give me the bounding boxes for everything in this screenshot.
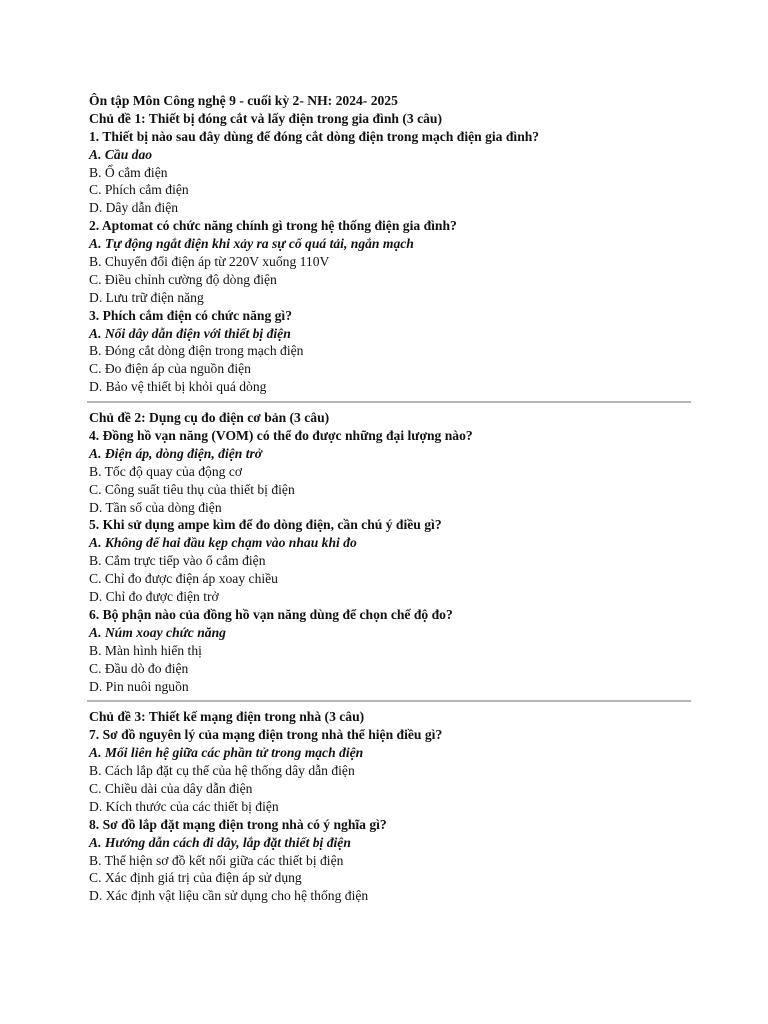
document-page xyxy=(89,92,689,905)
option-a-correct: A. Hướng dẫn cách đi dây, lắp đặt thiết bị điện xyxy=(89,834,351,850)
option-c: C. Đo điện áp của nguồn điện xyxy=(89,361,251,377)
option-a-correct: A. Nối dây dẫn điện với thiết bị điện xyxy=(89,325,291,341)
option-c: C. Xác định giá trị của điện áp sử dụng xyxy=(89,870,302,886)
question-text: 1. Thiết bị nào sau đây dùng để đóng cắt dòng điện trong mạch điện gia đình? xyxy=(89,128,540,144)
option-a-correct: A. Núm xoay chức năng xyxy=(89,624,226,640)
section-topic-1 xyxy=(89,110,689,396)
option-d: D. Bảo vệ thiết bị khỏi quá dòng xyxy=(89,379,267,395)
section-divider xyxy=(87,401,691,403)
option-a-correct: A. Tự động ngắt điện khi xảy ra sự cố quá tải, ngắn mạch xyxy=(89,236,414,252)
section-topic-3 xyxy=(89,708,689,905)
option-a-correct: A. Cầu dao xyxy=(89,146,153,162)
question-1 xyxy=(89,128,689,217)
option-a-correct: A. Không để hai đầu kẹp chạm vào nhau khi đo xyxy=(89,535,357,551)
section-heading: Chủ đề 2: Dụng cụ đo điện cơ bản (3 câu) xyxy=(89,410,330,426)
option-d: D. Dây dẫn điện xyxy=(89,200,179,216)
option-c: C. Đầu dò đo điện xyxy=(89,660,189,676)
option-d: D. Chỉ đo được điện trở xyxy=(89,589,219,605)
question-text: 4. Đồng hồ vạn năng (VOM) có thể đo được những đại lượng nào? xyxy=(89,428,473,444)
document-title: Ôn tập Môn Công nghệ 9 - cuối kỳ 2- NH: 2024- 2025 xyxy=(89,93,398,108)
option-d: D. Pin nuôi nguồn xyxy=(89,678,189,694)
option-a-correct: A. Mối liên hệ giữa các phần tử trong mạch điện xyxy=(89,745,364,761)
option-c: C. Phích cắm điện xyxy=(89,182,189,198)
option-d: D. Xác định vật liệu cần sử dụng cho hệ thống điện xyxy=(89,888,369,904)
question-6 xyxy=(89,606,689,695)
option-c: C. Chỉ đo được điện áp xoay chiều xyxy=(89,571,278,587)
option-c: C. Điều chỉnh cường độ dòng điện xyxy=(89,271,277,287)
option-b: B. Màn hình hiển thị xyxy=(89,642,202,658)
option-b: B. Cắm trực tiếp vào ổ cắm điện xyxy=(89,553,266,569)
question-3 xyxy=(89,307,689,396)
section-divider xyxy=(87,700,691,702)
section-heading: Chủ đề 3: Thiết kế mạng điện trong nhà (3 câu) xyxy=(89,709,365,725)
option-c: C. Chiều dài của dây dẫn điện xyxy=(89,780,253,796)
option-d: D. Tần số của dòng điện xyxy=(89,499,222,515)
option-b: B. Ổ cắm điện xyxy=(89,164,168,180)
question-text: 3. Phích cắm điện có chức năng gì? xyxy=(89,307,293,323)
option-c: C. Công suất tiêu thụ của thiết bị điện xyxy=(89,481,295,497)
question-8 xyxy=(89,816,689,905)
question-text: 5. Khi sử dụng ampe kìm để đo dòng điện, cần chú ý điều gì? xyxy=(89,517,442,533)
option-d: D. Lưu trữ điện năng xyxy=(89,289,204,305)
option-b: B. Đóng cắt dòng điện trong mạch điện xyxy=(89,343,304,359)
question-7 xyxy=(89,726,689,815)
question-text: 7. Sơ đồ nguyên lý của mạng điện trong nhà thể hiện điều gì? xyxy=(89,727,443,743)
question-text: 8. Sơ đồ lắp đặt mạng điện trong nhà có ý nghĩa gì? xyxy=(89,816,387,832)
option-a-correct: A. Điện áp, dòng điện, điện trở xyxy=(89,445,263,461)
question-text: 2. Aptomat có chức năng chính gì trong hệ thống điện gia đình? xyxy=(89,218,457,234)
section-topic-2 xyxy=(89,409,689,695)
option-b: B. Cách lắp đặt cụ thể của hệ thống dây dẫn điện xyxy=(89,763,355,779)
question-4 xyxy=(89,427,689,516)
option-d: D. Kích thước của các thiết bị điện xyxy=(89,798,279,814)
question-text: 6. Bộ phận nào của đồng hồ vạn năng dùng để chọn chế độ đo? xyxy=(89,606,453,622)
option-b: B. Chuyển đổi điện áp từ 220V xuống 110V xyxy=(89,254,330,270)
option-b: B. Thể hiện sơ đồ kết nối giữa các thiết bị điện xyxy=(89,852,344,868)
question-5 xyxy=(89,516,689,605)
question-2 xyxy=(89,217,689,306)
option-b: B. Tốc độ quay của động cơ xyxy=(89,463,243,479)
section-heading: Chủ đề 1: Thiết bị đóng cắt và lấy điện trong gia đình (3 câu) xyxy=(89,110,442,126)
